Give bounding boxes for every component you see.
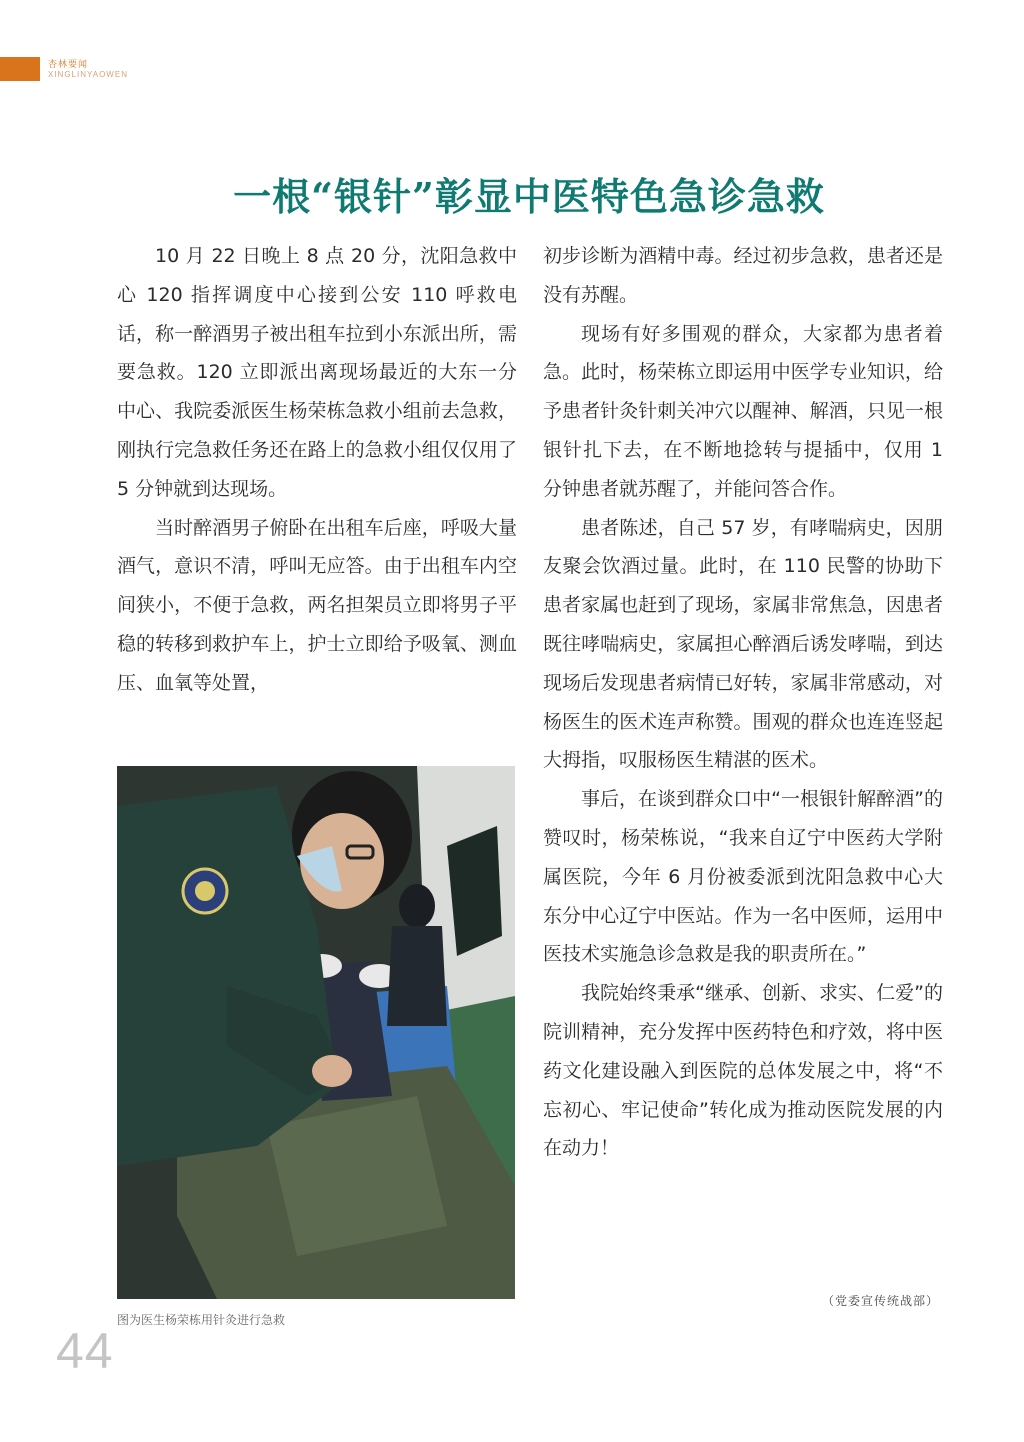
page-number: 44: [56, 1323, 114, 1379]
paragraph: 我院始终秉承“继承、创新、求实、仁爱”的院训精神，充分发挥中医药特色和疗效，将中医药文化建设融入到医院的总体发展之中，将“不忘初心、牢记使命”转化成为推动医院发展的内在动力！: [543, 982, 943, 1160]
photo-illustration: [117, 766, 515, 1299]
paragraph: 事后，在谈到群众口中“一根银针解醉酒”的赞叹时，杨荣栋说，“我来自辽宁中医药大学附属医院，今年 6 月份被委派到沈阳急救中心大东分中心辽宁中医站。作为一名中医师，运用中医技术实施急诊急救是我的职责所在。”: [543, 788, 943, 966]
right-column: [543, 237, 943, 1168]
paragraph: 现场有好多围观的群众，大家都为患者着急。此时，杨荣栋立即运用中医学专业知识，给予患者针灸针刺关冲穴以醒神、解酒，只见一根银针扎下去，在不断地捻转与提插中，仅用 1 分钟患者就苏醒了，并能问答合作。: [543, 322, 943, 500]
article-title: 一根“银针”彰显中医特色急诊急救: [233, 174, 825, 219]
left-column: [117, 237, 517, 703]
paragraph: 当时醉酒男子俯卧在出租车后座，呼吸大量酒气，意识不清，呼叫无应答。由于出租车内空间狭小，不便于急救，两名担架员立即将男子平稳的转移到救护车上，护士立即给予吸氧、测血压、血氧等处置，: [117, 516, 517, 694]
photo-caption: 图为医生杨荣栋用针灸进行急救: [117, 1313, 286, 1327]
section-label: 杏林要闻: [48, 60, 89, 70]
paragraph: 初步诊断为酒精中毒。经过初步急救，患者还是没有苏醒。: [543, 245, 943, 306]
section-label-pinyin: XINGLINYAOWEN: [48, 70, 128, 79]
article-photo: [117, 766, 515, 1299]
author-signature: （党委宣传统战部）: [822, 1294, 940, 1308]
paragraph: 患者陈述，自己 57 岁，有哮喘病史，因朋友聚会饮酒过量。此时，在 110 民警的协助下患者家属也赶到了现场，家属非常焦急，因患者既往哮喘病史，家属担心醉酒后诱发哮喘，到达现场后发现患者病情已好转，家属非常感动，对杨医生的医术连声称赞。围观的群众也连连竖起大拇指，叹服杨医生精湛的医术。: [543, 516, 943, 772]
paragraph: 10 月 22 日晚上 8 点 20 分，沈阳急救中心 120 指挥调度中心接到公安 110 呼救电话，称一醉酒男子被出租车拉到小东派出所，需要急救。120 立即派出离现场最近的大东一分中心、我院委派医生杨荣栋急救小组前去急救，刚执行完急救任务还在路上的急救小组仅仅用了 5 分钟就到达现场。: [117, 245, 517, 500]
section-color-bar: [0, 57, 40, 81]
